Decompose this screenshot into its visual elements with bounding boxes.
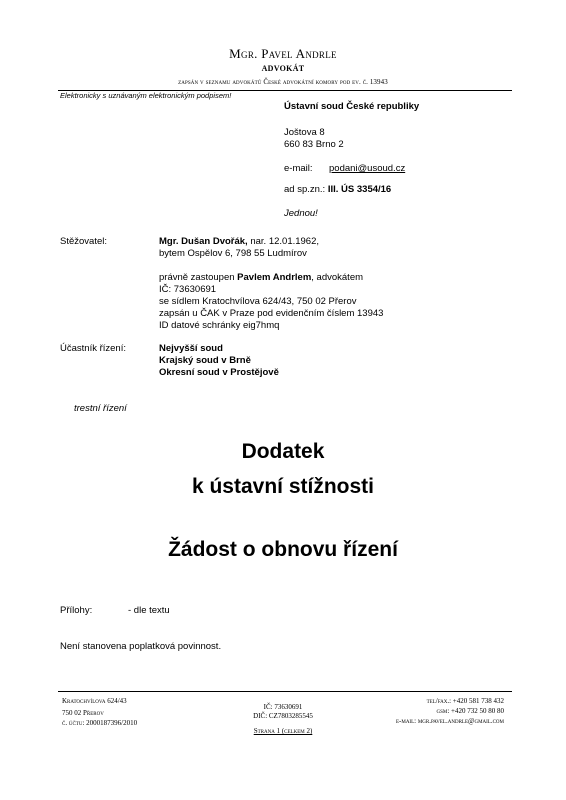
footer-ic: IČ: 73630691 — [263, 703, 303, 711]
complainant-address: bytem Ospělov 6, 798 55 Ludmírov — [159, 248, 307, 259]
participant-court: Okresní soud v Prostějově — [159, 367, 279, 378]
representation-line — [159, 272, 363, 284]
complainant-born: nar. 12.01.1962, — [247, 236, 320, 247]
footer-gsm: gsm: +420 732 50 80 80 — [436, 707, 504, 715]
document-title: Dodatek — [241, 440, 325, 463]
footer-divider — [58, 691, 512, 692]
footer-tel: tel/fax.: +420 581 738 432 — [426, 697, 504, 705]
letterhead-registration: zapsán v seznamu advokátů České advokátní komory pod ev. č. 13943 — [178, 78, 388, 86]
addressee-city: 660 83 Brno 2 — [284, 139, 344, 150]
footer-page-number: Strana 1 (celkem 2) — [253, 727, 313, 735]
email-label: e-mail: — [284, 163, 313, 174]
letterhead-name: Mgr. Pavel Andrle — [229, 46, 337, 61]
attachments-label: Přílohy: — [60, 605, 93, 616]
rep-prefix: právně zastoupen — [159, 272, 238, 283]
rep-name: Pavlem Andrlem — [237, 272, 312, 283]
complainant-name: Mgr. Dušan Dvořák, — [159, 236, 248, 247]
footer-address2: 750 02 Přerov — [62, 709, 104, 717]
email-link[interactable]: podani@usoud.cz — [329, 163, 406, 174]
rep-registration: zapsán u ČAK v Praze pod evidenčním číslem 13943 — [159, 308, 384, 319]
addressee-street: Joštova 8 — [284, 127, 325, 138]
complainant-label: Stěžovatel: — [60, 236, 107, 247]
rep-suffix: , advokátem — [311, 272, 364, 283]
fee-note: Není stanovena poplatková povinnost. — [60, 641, 222, 652]
rep-databox: ID datové schránky eig7hmq — [159, 320, 280, 331]
document-subtitle: Žádost o obnovu řízení — [168, 538, 398, 561]
participant-label: Účastník řízení: — [60, 343, 126, 354]
footer-dic: DIČ: CZ7803285545 — [253, 712, 313, 720]
rep-ic: IČ: 73630691 — [159, 284, 217, 295]
copies-note: Jednou! — [284, 208, 318, 219]
case-ref-label: ad sp.zn.: — [284, 184, 326, 195]
document-title: k ústavní stížnosti — [191, 475, 375, 498]
case-ref-number: III. ÚS 3354/16 — [327, 184, 392, 195]
complainant-line — [159, 236, 319, 248]
esignature-note: Elektronicky s uznávaným elektronickým podpisem! — [60, 91, 232, 100]
addressee-name: Ústavní soud České republiky — [284, 101, 420, 112]
rep-seat: se sídlem Kratochvílova 624/43, 750 02 Přerov — [159, 296, 357, 307]
participant-court: Krajský soud v Brně — [159, 355, 251, 366]
footer-account: č. účtu: 2000187396/2010 — [62, 719, 138, 727]
proceeding-type: trestní řízení — [74, 403, 127, 414]
footer-email: e-mail: mgr.pavel.andrle@gmail.com — [395, 717, 504, 725]
participant-court: Nejvyšší soud — [159, 343, 223, 354]
attachments-value: - dle textu — [128, 605, 170, 616]
footer-address1: Kratochvílova 624/43 — [62, 697, 127, 705]
letterhead-role: advokát — [261, 62, 305, 74]
case-ref — [284, 184, 391, 196]
